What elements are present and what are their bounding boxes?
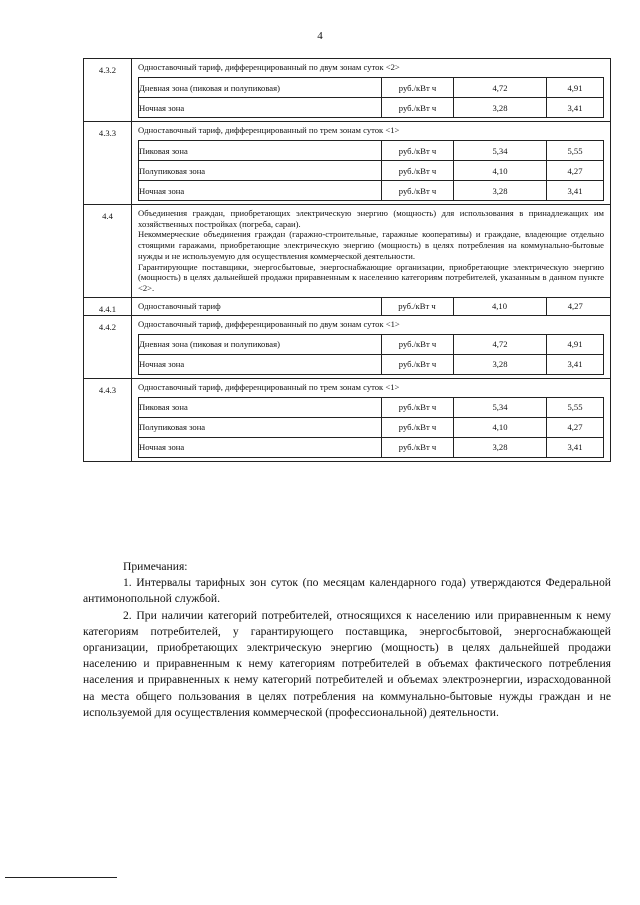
value-first-half: 4,10 [454,161,547,181]
table-row [84,59,611,122]
unit-cell: руб./кВт ч [382,437,454,457]
zone-row [139,354,604,374]
value-second-half: 3,41 [547,181,604,201]
footnote-divider [5,877,117,878]
notes-heading: Примечания: [123,560,188,573]
row-title: Одноставочный тариф, дифференцированный по трем зонам суток <1> [138,125,400,135]
value-second-half: 4,27 [546,297,604,316]
page-number: 4 [317,30,323,42]
zone-row [139,161,604,181]
zone-label: Одноставочный тариф [138,297,381,316]
row-title: Одноставочный тариф, дифференцированный по трем зонам суток <1> [138,381,400,392]
table-row [84,122,611,205]
category-paragraph: Некоммерческие объединения граждан (гаражно-строительные, гаражные кооперативы) и граждане, владеющие отдельно стоящими гаражами, приобретающие электрическую энергию (мощность) в целях потребления на коммунально-бытовые нужды и не используемую для осуществления коммерческой деятельности. [138,229,604,261]
zone-table [138,297,604,316]
notes-section [83,559,611,721]
zone-label: Полупиковая зона [139,417,382,437]
zone-row [139,141,604,161]
value-second-half: 3,41 [547,354,604,374]
tariff-table [83,58,611,462]
unit-cell: руб./кВт ч [382,98,454,118]
zone-label: Дневная зона (пиковая и полупиковая) [139,78,382,98]
zone-label: Ночная зона [139,181,382,201]
value-second-half: 5,55 [547,141,604,161]
row-number: 4.4.1 [84,297,132,315]
zone-row [139,397,604,417]
zone-label: Пиковая зона [139,141,382,161]
row-number: 4.4.3 [84,378,132,461]
unit-cell: руб./кВт ч [381,297,453,316]
table-row [84,315,611,378]
zone-row [139,98,604,118]
value-first-half: 4,72 [454,78,547,98]
zone-row [139,437,604,457]
unit-cell: руб./кВт ч [382,161,454,181]
value-first-half: 3,28 [454,354,547,374]
value-first-half: 4,72 [454,334,547,354]
unit-cell: руб./кВт ч [382,417,454,437]
zone-row [138,297,604,316]
zone-label: Полупиковая зона [139,161,382,181]
value-second-half: 4,91 [547,78,604,98]
value-second-half: 5,55 [547,397,604,417]
zone-table [138,334,604,375]
row-title: Одноставочный тариф, дифференцированный по двум зонам суток <2> [138,62,400,72]
row-number: 4.3.3 [84,122,132,205]
zone-row [139,78,604,98]
row-number: 4.4.2 [84,315,132,378]
unit-cell: руб./кВт ч [382,334,454,354]
table-row [84,205,611,298]
note-item: 2. При наличии категорий потребителей, относящихся к населению или приравненным к нему категориям потребителей, у гарантирующего поставщика, энергосбытовой, энергоснабжающей организации, приобретающих электрическую энергию (мощность) в целях дальнейшей продажи населению и приравненным к нему категориям потребителей в объемах фактического потребления населения и приравненных к нему категорий потребителей и объемах электроэнергии, израсходованной на места общего пользования в целях потребления на коммунально-бытовые нужды граждан и не используемой для осуществления коммерческой (профессиональной) деятельности. [83,608,611,719]
category-paragraph: Объединения граждан, приобретающих электрическую энергию (мощность) для использования в принадлежащих им хозяйственных постройках (погреба, сараи). [138,208,604,229]
zone-label: Ночная зона [139,437,382,457]
value-second-half: 4,91 [547,334,604,354]
unit-cell: руб./кВт ч [382,397,454,417]
value-second-half: 4,27 [547,161,604,181]
zone-label: Дневная зона (пиковая и полупиковая) [139,334,382,354]
unit-cell: руб./кВт ч [382,141,454,161]
zone-label: Пиковая зона [139,397,382,417]
table-row [84,378,611,461]
zone-row [139,417,604,437]
zone-table [138,397,604,458]
value-second-half: 4,27 [547,417,604,437]
value-second-half: 3,41 [547,437,604,457]
zone-row [139,334,604,354]
value-first-half: 5,34 [454,397,547,417]
value-first-half: 3,28 [454,437,547,457]
zone-label: Ночная зона [139,354,382,374]
value-first-half: 4,10 [454,417,547,437]
row-number: 4.4 [84,205,132,298]
unit-cell: руб./кВт ч [382,354,454,374]
value-first-half: 4,10 [453,297,546,316]
table-row [84,297,611,315]
unit-cell: руб./кВт ч [382,78,454,98]
row-title: Одноставочный тариф, дифференцированный по двум зонам суток <1> [138,318,400,329]
value-first-half: 5,34 [454,141,547,161]
zone-label: Ночная зона [139,98,382,118]
zone-table [138,77,604,118]
value-first-half: 3,28 [454,98,547,118]
value-second-half: 3,41 [547,98,604,118]
unit-cell: руб./кВт ч [382,181,454,201]
note-item: 1. Интервалы тарифных зон суток (по месяцам календарного года) утверждаются Федеральной антимонопольной службой. [83,576,611,606]
zone-table [138,140,604,201]
value-first-half: 3,28 [454,181,547,201]
zone-row [139,181,604,201]
category-paragraph: Гарантирующие поставщики, энергосбытовые, энергоснабжающие организации, приобретающие электрическую энергию (мощность) в целях дальнейшей продажи приравненным к населению категориям потребителей, указанным в данном пункте <2>. [138,261,604,294]
row-number: 4.3.2 [84,59,132,122]
